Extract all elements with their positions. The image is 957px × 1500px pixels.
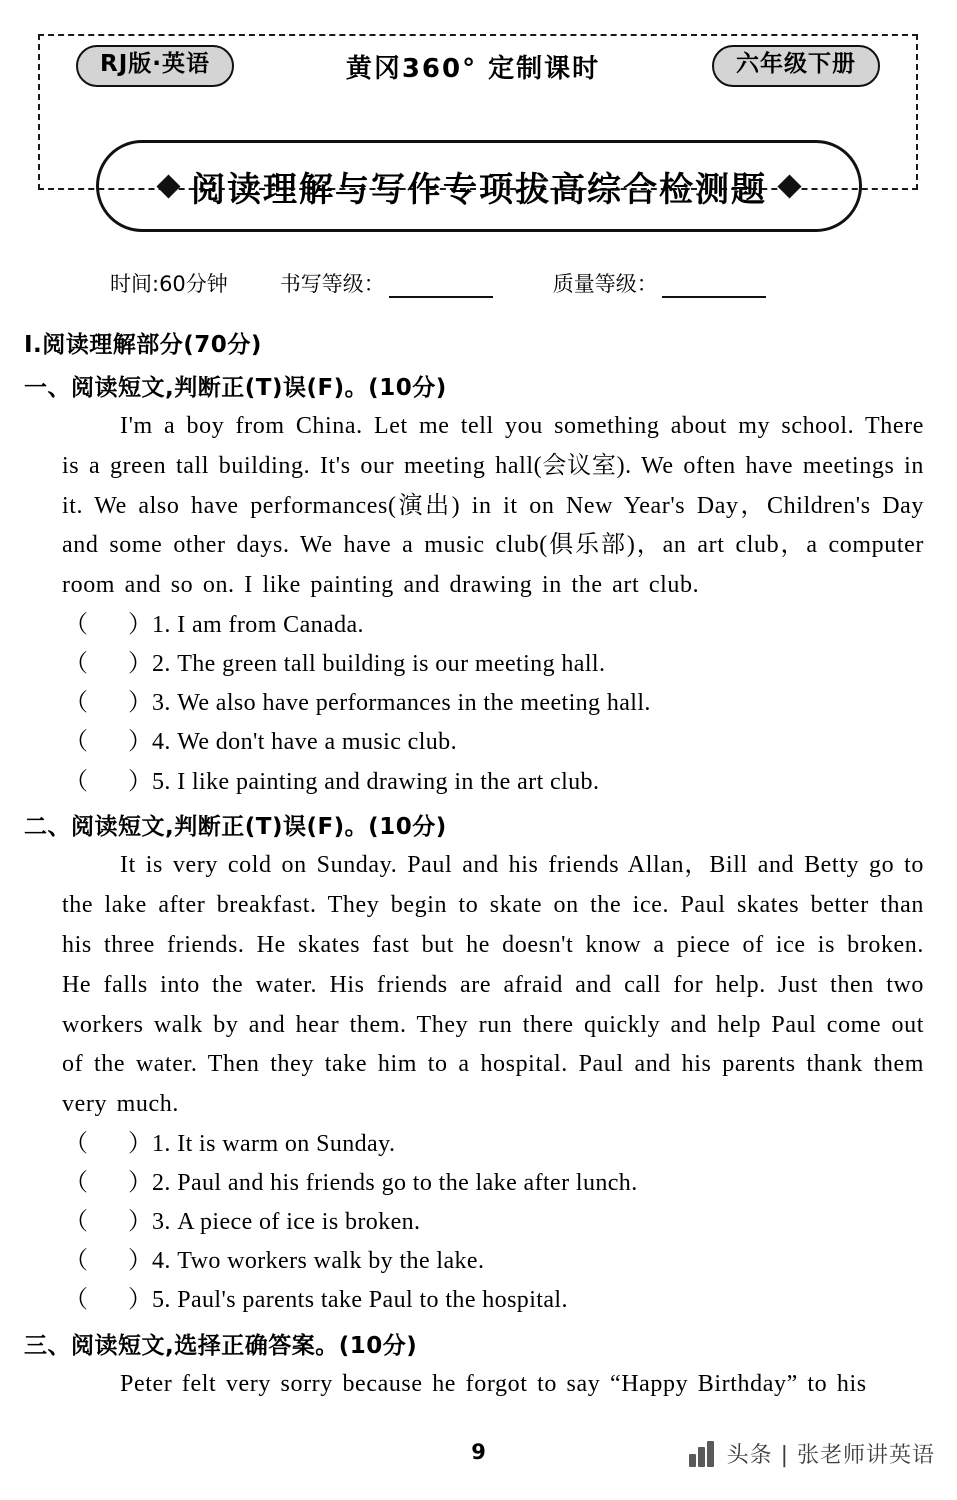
answer-bracket[interactable]: （ ） [64, 1287, 152, 1314]
writing-grade-blank[interactable] [389, 295, 493, 298]
question-text: 3. We also have performances in the meeting hall. [152, 690, 651, 717]
answer-bracket[interactable]: （ ） [64, 690, 152, 717]
watermark [689, 1438, 935, 1469]
list-item [24, 1125, 940, 1164]
question-text: 1. I am from Canada. [152, 612, 364, 639]
answer-bracket[interactable]: （ ） [64, 1170, 152, 1197]
page-number: 9 [471, 1440, 486, 1464]
question-text: 4. Two workers walk by the lake. [152, 1248, 485, 1275]
question-text: 3. A piece of ice is broken. [152, 1209, 421, 1236]
document-body [24, 322, 940, 1405]
exercise-1-heading: 一、阅读短文,判断正(T)误(F)。(10分) [24, 374, 447, 401]
list-item [24, 1164, 940, 1203]
list-item [24, 1203, 940, 1242]
answer-bracket[interactable]: （ ） [64, 768, 152, 795]
writing-grade-label: 书写等级： [279, 272, 385, 296]
series-title: 黄冈360° 定制课时 [345, 53, 601, 84]
page-title: 阅读理解与写作专项拔高综合检测题 [191, 169, 767, 210]
list-item [24, 723, 940, 762]
question-text: 5. I like painting and drawing in the art club. [152, 768, 600, 795]
exercise-3-passage: Peter felt very sorry because he forgot to say “Happy Birthday” to his [120, 1371, 867, 1398]
grade-pill: 六年级下册 [712, 45, 880, 86]
answer-bracket[interactable]: （ ） [64, 651, 152, 678]
exam-info-line [110, 268, 900, 298]
question-text: 5. Paul's parents take Paul to the hospital. [152, 1287, 568, 1314]
answer-bracket[interactable]: （ ） [64, 612, 152, 639]
part1-heading: Ⅰ.阅读理解部分(70分) [24, 332, 262, 358]
watermark-text: 头条 | 张老师讲英语 [726, 1443, 935, 1468]
exercise-2-heading: 二、阅读短文,判断正(T)误(F)。(10分) [24, 813, 447, 840]
answer-bracket[interactable]: （ ） [64, 1248, 152, 1275]
list-item [24, 1281, 940, 1320]
list-item [24, 684, 940, 723]
answer-bracket[interactable]: （ ） [64, 1209, 152, 1236]
exam-title-capsule [96, 140, 862, 232]
answer-bracket[interactable]: （ ） [64, 1130, 152, 1157]
exercise-2-passage: It is very cold on Sunday. Paul and his friends Allan，Bill and Betty go to the lake after breakfast. They begin to skate on the ice. Paul skates better than his three friends. He skates fast but he doesn't know a piece of ice is broken. He falls into the water. His friends are afraid and call for help. Just then two workers walk by and hear them. They run there quickly and help Paul come out of the water. Then they take him to a hospital. Paul and his parents thank them very much. [62, 852, 924, 1118]
quality-grade-blank[interactable] [662, 295, 766, 298]
question-text: 1. It is warm on Sunday. [152, 1130, 396, 1157]
question-text: 2. The green tall building is our meeting hall. [152, 651, 606, 678]
exercise-1-passage: I'm a boy from China. Let me tell you something about my school. There is a green tall building. It's our meeting hall(会议室). We often have meetings in it. We also have performances(演出) in it on New Year's Day，Children's Day and some other days. We have a music club(俱乐部)，an art club，a computer room and so on. I like painting and drawing in the art club. [62, 413, 924, 599]
edition-pill: RJ版·英语 [76, 45, 234, 86]
list-item [24, 763, 940, 802]
toutiao-logo-icon [689, 1441, 719, 1467]
list-item [24, 1242, 940, 1281]
list-item [24, 645, 940, 684]
header-row [38, 40, 918, 92]
question-text: 2. Paul and his friends go to the lake after lunch. [152, 1170, 638, 1197]
quality-grade-label: 质量等级： [552, 272, 658, 296]
answer-bracket[interactable]: （ ） [64, 729, 152, 756]
list-item [24, 606, 940, 645]
diamond-icon-left [156, 174, 180, 198]
exercise-3-heading: 三、阅读短文,选择正确答案。(10分) [24, 1332, 418, 1359]
question-text: 4. We don't have a music club. [152, 729, 457, 756]
diamond-icon-right [777, 174, 801, 198]
time-label: 时间:60分钟 [110, 272, 228, 296]
